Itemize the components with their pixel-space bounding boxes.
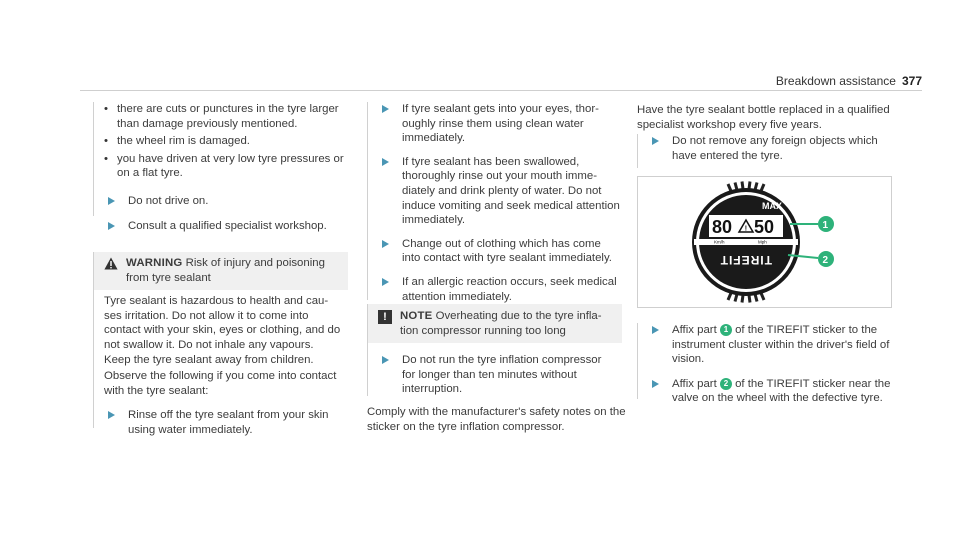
- step-item: [378, 155, 621, 228]
- sticker-unit-mph: Mph: [758, 239, 767, 245]
- arrow-icon: [382, 278, 389, 286]
- step-item: [378, 275, 621, 304]
- step-text: If tyre sealant gets into your eyes, thoroughly rinse them using clean water immediately.: [402, 103, 599, 145]
- header-divider: [80, 90, 922, 91]
- step-text: Do not drive on.: [128, 194, 209, 207]
- arrow-icon: [108, 411, 115, 419]
- arrow-icon: [652, 326, 659, 334]
- tirefit-sticker-illustration: [638, 177, 891, 307]
- callout-2: 2: [822, 255, 829, 266]
- page-number: 377: [901, 74, 922, 88]
- page-header: [776, 74, 922, 89]
- step-text: Do not run the tyre inflation compressor for longer than ten minutes without interruption.: [402, 354, 602, 396]
- step-item: [378, 353, 616, 397]
- arrow-icon: [382, 158, 389, 166]
- column-3-steps: [637, 323, 893, 405]
- column-2-top: [367, 102, 621, 303]
- exclamation-icon: !: [378, 310, 392, 324]
- step-text: If an allergic reaction occurs, seek medical attention immediately.: [402, 275, 617, 303]
- arrow-icon: [108, 197, 115, 205]
- callout-1: 1: [822, 220, 829, 231]
- step-text: Change out of clothing which has come into contact with tyre sealant immediately.: [402, 237, 612, 265]
- step-item: [104, 408, 342, 437]
- step-item: [378, 237, 621, 266]
- warning-para: Observe the following if you come into contact with the tyre sealant:: [104, 370, 337, 397]
- arrow-icon: [652, 380, 659, 388]
- note-box: [367, 304, 622, 396]
- list-item: • there are cuts or punctures in the tyre larger than damage previously mentioned.: [104, 102, 347, 131]
- step-item: [648, 377, 893, 406]
- arrow-icon: [382, 105, 389, 113]
- step-item: [378, 102, 621, 146]
- warning-body: [94, 290, 348, 437]
- conditions-list: [104, 102, 347, 181]
- step-text-post: of the TIREFIT sticker to the instrument cluster within the driver's field of vision.: [672, 324, 890, 366]
- step-text: Consult a qualified specialist workshop.: [128, 219, 327, 232]
- step-text-pre: Affix part: [672, 377, 717, 390]
- note-title: Overheating due to the tyre inflation compressor running too long: [400, 310, 602, 337]
- step-text: If tyre sealant has been swallowed, thoroughly rinse out your mouth immediately and drink plenty of water. Do not induce vomiting and seek medical attention immediately.: [402, 155, 620, 227]
- sticker-speed-kmh: 80: [712, 217, 733, 237]
- sticker-max-label: MAX: [762, 201, 782, 211]
- note-body: [368, 343, 622, 397]
- callout-1-badge: 1: [720, 324, 732, 336]
- step-item: [104, 219, 347, 234]
- column-1-top: [93, 102, 347, 232]
- step-text-pre: Affix part: [672, 324, 717, 336]
- step-text: Rinse off the tyre sealant from your skin using water immediately.: [128, 409, 329, 436]
- arrow-icon: [382, 240, 389, 248]
- compressor-note: Comply with the manufacturer's safety notes on the sticker on the tyre inflation compressor.: [367, 406, 626, 433]
- list-item: • you have driven at very low tyre pressures or on a flat tyre.: [104, 152, 347, 181]
- sticker-unit-kmh: Km/h: [714, 239, 725, 245]
- step-item: [648, 323, 893, 367]
- warning-header: [94, 252, 348, 290]
- callout-2-badge: 2: [720, 378, 732, 390]
- svg-text:!: !: [744, 225, 748, 233]
- sticker-speed-mph: 50: [754, 217, 775, 237]
- arrow-icon: [382, 356, 389, 364]
- warning-box: [93, 252, 348, 436]
- sticker-brand-text: TIREFIT: [719, 253, 772, 267]
- note-label: NOTE: [400, 310, 433, 322]
- warning-label: WARNING: [126, 257, 183, 269]
- step-text: Do not remove any foreign objects which have entered the tyre.: [672, 135, 878, 162]
- section-title: Breakdown assistance: [775, 74, 896, 88]
- warning-triangle-icon: [104, 256, 126, 285]
- tirefit-sticker-figure: [637, 176, 892, 308]
- list-item: • the wheel rim is damaged.: [104, 134, 347, 149]
- step-text-post: of the TIREFIT sticker near the valve on the wheel with the defective tyre.: [672, 377, 891, 405]
- warning-para: Tyre sealant is hazardous to health and causes irritation. Do not allow it to come into contact with your skin, eyes or clothing, and do not swallow it. Do not inhale any vapours. Keep the tyre sealant away from children.: [104, 295, 341, 366]
- arrow-icon: [108, 222, 115, 230]
- column-3-step: [637, 134, 893, 168]
- warning-title: Risk of injury and poisoning from tyre sealant: [126, 257, 325, 284]
- arrow-icon: [652, 137, 659, 145]
- step-item: [104, 194, 347, 209]
- step-item: [648, 134, 893, 163]
- replace-bottle-text: Have the tyre sealant bottle replaced in a qualified specialist workshop every five years.: [637, 104, 890, 131]
- note-header: [368, 304, 622, 343]
